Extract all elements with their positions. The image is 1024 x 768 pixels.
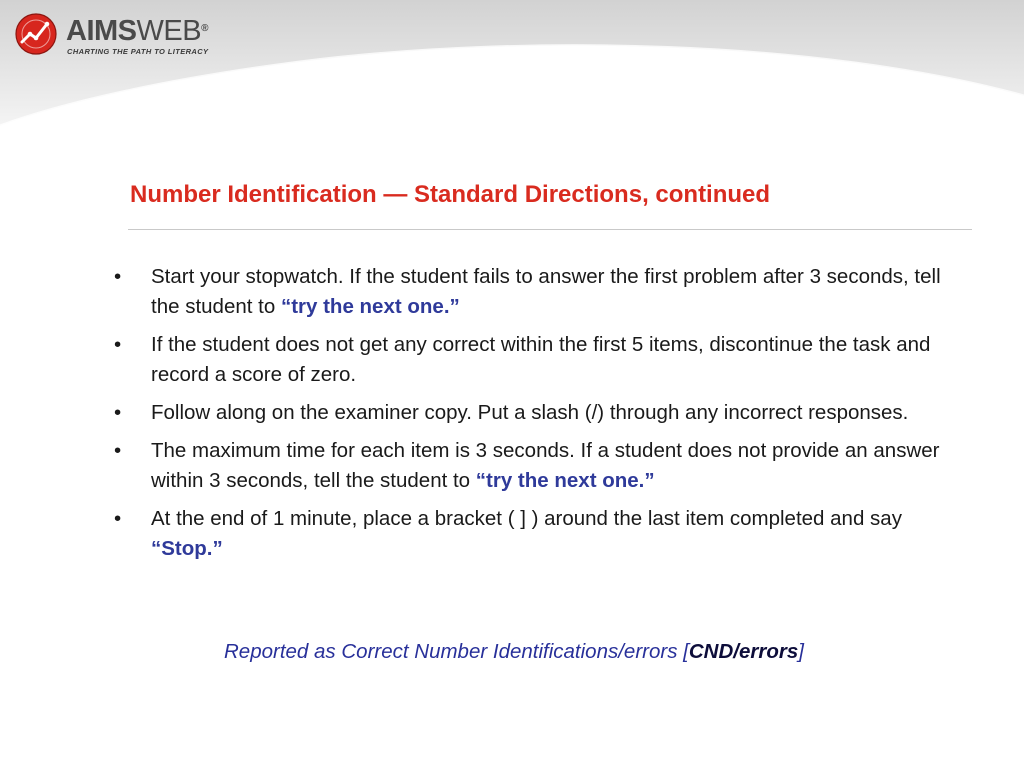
bullet-icon: • xyxy=(114,265,122,288)
list-item xyxy=(112,436,942,496)
bullet-text: If the student does not get any correct within the first 5 items, discontinue the task and record a score of zero. xyxy=(151,333,931,386)
reporting-note-suffix: ] xyxy=(798,640,804,663)
list-item xyxy=(112,504,942,564)
logo-brand-light: WEB xyxy=(136,15,202,47)
title-divider xyxy=(128,229,972,230)
aimsweb-logo xyxy=(14,12,214,62)
bullet-icon: • xyxy=(114,333,122,356)
logo-globe-icon xyxy=(14,12,58,56)
reporting-note-emphasis: CND/errors xyxy=(688,640,799,663)
list-item xyxy=(112,330,942,390)
list-item xyxy=(112,398,942,428)
bullet-highlight: “try the next one.” xyxy=(475,469,655,492)
bullet-highlight: “Stop.” xyxy=(151,537,223,560)
bullet-icon: • xyxy=(114,401,122,424)
bullet-icon: • xyxy=(114,507,122,530)
bullet-text: Follow along on the examiner copy. Put a slash (/) through any incorrect responses. xyxy=(151,401,909,424)
reporting-note xyxy=(224,640,984,664)
reporting-note-prefix: Reported as Correct Number Identifications/errors [ xyxy=(224,640,689,663)
logo-brand-bold: AIMS xyxy=(66,15,137,47)
bullet-highlight: “try the next one.” xyxy=(280,295,460,318)
logo-tagline: CHARTING THE PATH TO LITERACY xyxy=(67,47,209,56)
bullet-text: The maximum time for each item is 3 seconds. If a student does not provide an answer within 3 seconds, tell the student to xyxy=(151,439,940,492)
bullet-text: At the end of 1 minute, place a bracket ( ] ) around the last item completed and say xyxy=(151,507,902,530)
slide-title: Number Identification — Standard Directions, continued xyxy=(130,181,771,208)
logo-wordmark xyxy=(66,16,208,46)
bullet-icon: • xyxy=(114,439,122,462)
list-item xyxy=(112,262,942,322)
bullet-text: Start your stopwatch. If the student fails to answer the first problem after 3 seconds, tell the student to xyxy=(151,265,941,318)
directions-bullet-list xyxy=(112,262,942,572)
registered-mark: ® xyxy=(201,23,208,34)
